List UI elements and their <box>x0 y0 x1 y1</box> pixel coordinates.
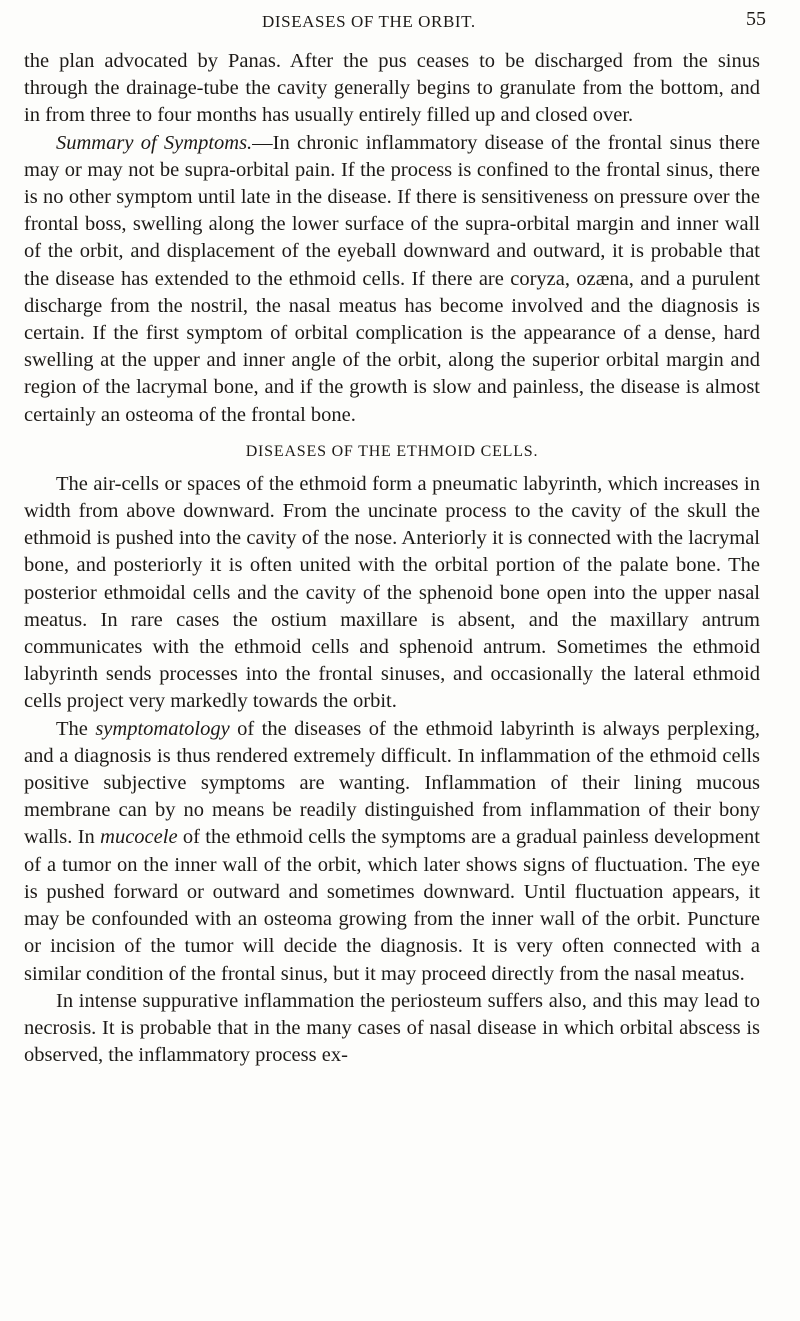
suppurative-inflammation-text: In intense suppurative inflammation the periosteum suffers also, and this may lead to necrosis. It is probable that in the many cases of nasal disease in which orbital abscess is observed, the inflammatory process ex- <box>24 989 760 1067</box>
paragraph-continuation-text: the plan advocated by Panas. After the pus ceases to be discharged from the sinus through the drainage-tube the cavity generally begins to granulate from the bottom, and in from three to four months has usually entirely filled up and closed over. <box>24 50 760 127</box>
paragraph-ethmoid-anatomy <box>24 471 760 716</box>
mucocele-term: mucocele <box>100 826 178 849</box>
summary-of-symptoms-label: Summary of Symptoms. <box>56 131 253 154</box>
paragraph-continuation <box>24 48 760 130</box>
page-number: 55 <box>746 8 766 30</box>
symptomatology-text-b: of the diseases of the ethmoid labyrinth is always perplexing, and a diagnosis is thus rendered extremely difficult. In inflammation of the ethmoid cells positive subjective symptoms are wanting. Inflammation of their lining mucous membrane can by no means be readily distinguished from inflammation of their bony walls. In <box>24 717 760 849</box>
paragraph-summary-of-symptoms <box>24 130 760 429</box>
running-title: DISEASES OF THE ORBIT. <box>262 12 476 31</box>
summary-of-symptoms-text: —In chronic inflammatory disease of the frontal sinus there may or may not be supra-orbital pain. If the process is confined to the frontal sinus, there is no other symptom until late in the disease. If there is sensitiveness on pressure over the frontal boss, swelling along the lower surface of the supra-orbital margin and inner wall of the orbit, and displacement of the eyeball downward and outward, it is probable that the disease has extended to the ethmoid cells. If there are coryza, ozæna, and a purulent discharge from the nostril, the nasal meatus has become involved and the diagnosis is certain. If the first symptom of orbital complication is the appearance of a dense, hard swelling at the upper and inner angle of the orbit, along the superior orbital margin and region of the lacrymal bone, and if the growth is slow and painless, the disease is almost certainly an osteoma of the frontal bone. <box>24 131 760 426</box>
symptomatology-text-c: of the ethmoid cells the symptoms are a gradual painless development of a tumor on the inner wall of the orbit, which later shows signs of fluctuation. The eye is pushed forward or outward and sometimes downward. Until fluctuation appears, it may be confounded with an osteoma growing from the inner wall of the orbit. Puncture or incision of the tumor will decide the diagnosis. It is very often connected with a similar condition of the frontal sinus, but it may proceed directly from the nasal meatus. <box>24 826 760 985</box>
running-head <box>0 6 800 36</box>
paragraph-symptomatology <box>24 716 760 988</box>
symptomatology-term: symptomatology <box>95 717 230 740</box>
ethmoid-anatomy-text: The air-cells or spaces of the ethmoid form a pneumatic labyrinth, which increases in width from above downward. From the uncinate process to the cavity of the skull the ethmoid is pushed into the cavity of the nose. Anteriorly it is connected with the lacrymal bone, and posteriorly it is often united with the orbital portion of the palate bone. The posterior ethmoidal cells and the cavity of the sphenoid bone open into the upper nasal meatus. In rare cases the ostium maxillare is absent, and the maxillary antrum communicates with the ethmoid cells and sphenoid antrum. Sometimes the ethmoid labyrinth sends processes into the frontal sinuses, and occasionally the lateral ethmoid cells project very markedly towards the orbit. <box>24 472 760 713</box>
body-text <box>24 48 760 1069</box>
paragraph-suppurative-inflammation <box>24 988 760 1070</box>
section-heading: DISEASES OF THE ETHMOID CELLS. <box>245 442 539 460</box>
symptomatology-text-a: The <box>56 717 96 740</box>
